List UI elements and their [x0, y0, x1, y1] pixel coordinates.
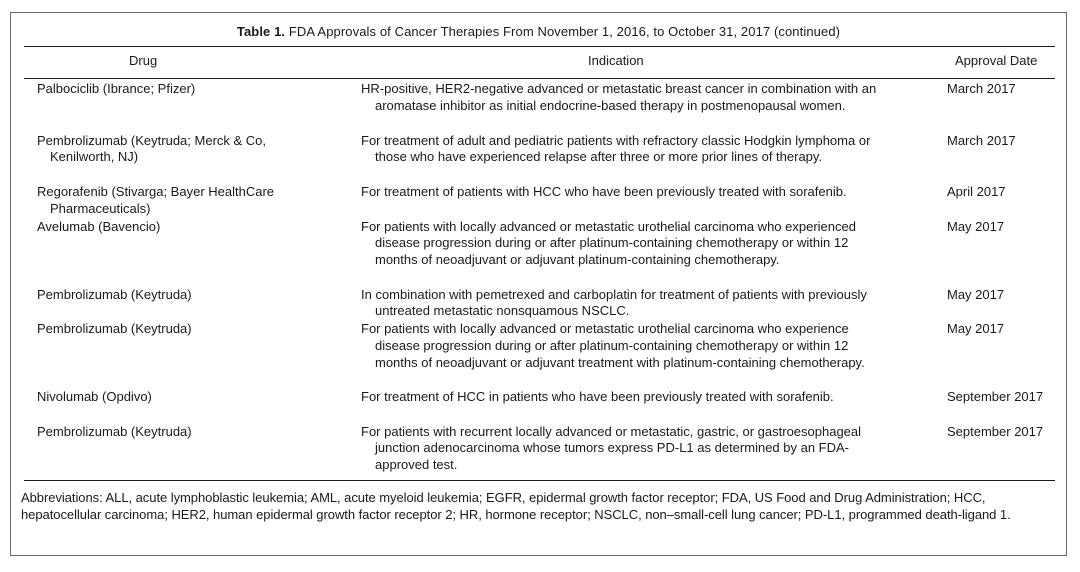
table-caption	[11, 24, 1066, 39]
table-row	[11, 184, 1066, 219]
drug-cell: Pembrolizumab (Keytruda)	[37, 286, 192, 302]
bottom-rule	[24, 480, 1055, 481]
table-caption-label: Table 1.	[236, 24, 286, 39]
approval-date-cell: March 2017	[947, 81, 1016, 96]
table-row	[11, 424, 1066, 476]
top-rule	[24, 46, 1055, 47]
header-rule	[24, 78, 1055, 79]
abbreviations-footnote: Abbreviations: ALL, acute lymphoblastic leukemia; AML, acute myeloid leukemia; EGFR, epidermal growth factor receptor; FDA, US Food and Drug Administration; HCC, hepatocellular carcinoma; HER2, human epidermal growth factor receptor 2; HR, hormone receptor; NSCLC, non–small-cell lung cancer; PD-L1, programmed death-ligand 1.	[21, 490, 1011, 522]
approval-date-cell: April 2017	[947, 184, 1006, 199]
indication-cell: HR-positive, HER2-negative advanced or metastatic breast cancer in combination with an aromatase inhibitor as initial endocrine-based therapy in postmenopausal women.	[361, 81, 877, 113]
table-row	[11, 219, 1066, 287]
header-approval-date: Approval Date	[955, 53, 1038, 68]
table-caption-text: FDA Approvals of Cancer Therapies From November 1, 2016, to October 31, 2017 (continued)	[288, 24, 841, 39]
approval-date-cell: September 2017	[947, 423, 1044, 439]
approval-date-cell: September 2017	[947, 389, 1044, 404]
approval-date-cell: May 2017	[947, 286, 1005, 302]
indication-cell: In combination with pemetrexed and carboplatin for treatment of patients with previously untreated metastatic nonsquamous NSCLC.	[361, 286, 867, 319]
header-indication: Indication	[588, 53, 644, 68]
approval-date-cell: May 2017	[947, 218, 1005, 234]
drug-cell: Avelumab (Bavencio)	[37, 218, 161, 234]
indication-cell: For patients with recurrent locally advanced or metastatic, gastric, or gastroesophageal junction adenocarcinoma whose tumors express PD-L1 as determined by an FDA-approved test.	[361, 423, 862, 473]
table-row	[11, 287, 1066, 322]
indication-cell: For treatment of patients with HCC who have been previously treated with sorafenib.	[361, 184, 847, 199]
drug-cell: Pembrolizumab (Keytruda; Merck & Co, Kenilworth, NJ)	[37, 132, 267, 165]
table-body	[11, 81, 1066, 475]
indication-cell: For treatment of adult and pediatric patients with refractory classic Hodgkin lymphoma or those who have experienced relapse after three or more prior lines of therapy.	[361, 132, 871, 165]
drug-cell: Regorafenib (Stivarga; Bayer HealthCare Pharmaceuticals)	[37, 184, 275, 216]
drug-cell: Nivolumab (Opdivo)	[37, 389, 152, 404]
indication-cell: For treatment of HCC in patients who have been previously treated with sorafenib.	[361, 389, 834, 404]
table-row	[11, 321, 1066, 389]
header-drug: Drug	[129, 53, 158, 68]
table-row	[11, 133, 1066, 185]
indication-cell: For patients with locally advanced or metastatic urothelial carcinoma who experience disease progression during or after platinum-containing chemotherapy or within 12 months of neoadjuvant or adjuvant treatment with platinum-containing chemotherapy.	[361, 321, 865, 370]
drug-cell: Pembrolizumab (Keytruda)	[37, 423, 192, 439]
drug-cell: Pembrolizumab (Keytruda)	[37, 321, 192, 336]
drug-cell: Palbociclib (Ibrance; Pfizer)	[37, 81, 196, 96]
approval-date-cell: May 2017	[947, 321, 1005, 336]
table-frame	[10, 12, 1067, 556]
approval-date-cell: March 2017	[947, 132, 1016, 148]
table-row	[11, 81, 1066, 133]
table-row	[11, 389, 1066, 424]
indication-cell: For patients with locally advanced or metastatic urothelial carcinoma who experienced disease progression during or after platinum-containing chemotherapy or within 12 months of neoadjuvant or adjuvant platinum-containing chemotherapy.	[361, 218, 856, 268]
